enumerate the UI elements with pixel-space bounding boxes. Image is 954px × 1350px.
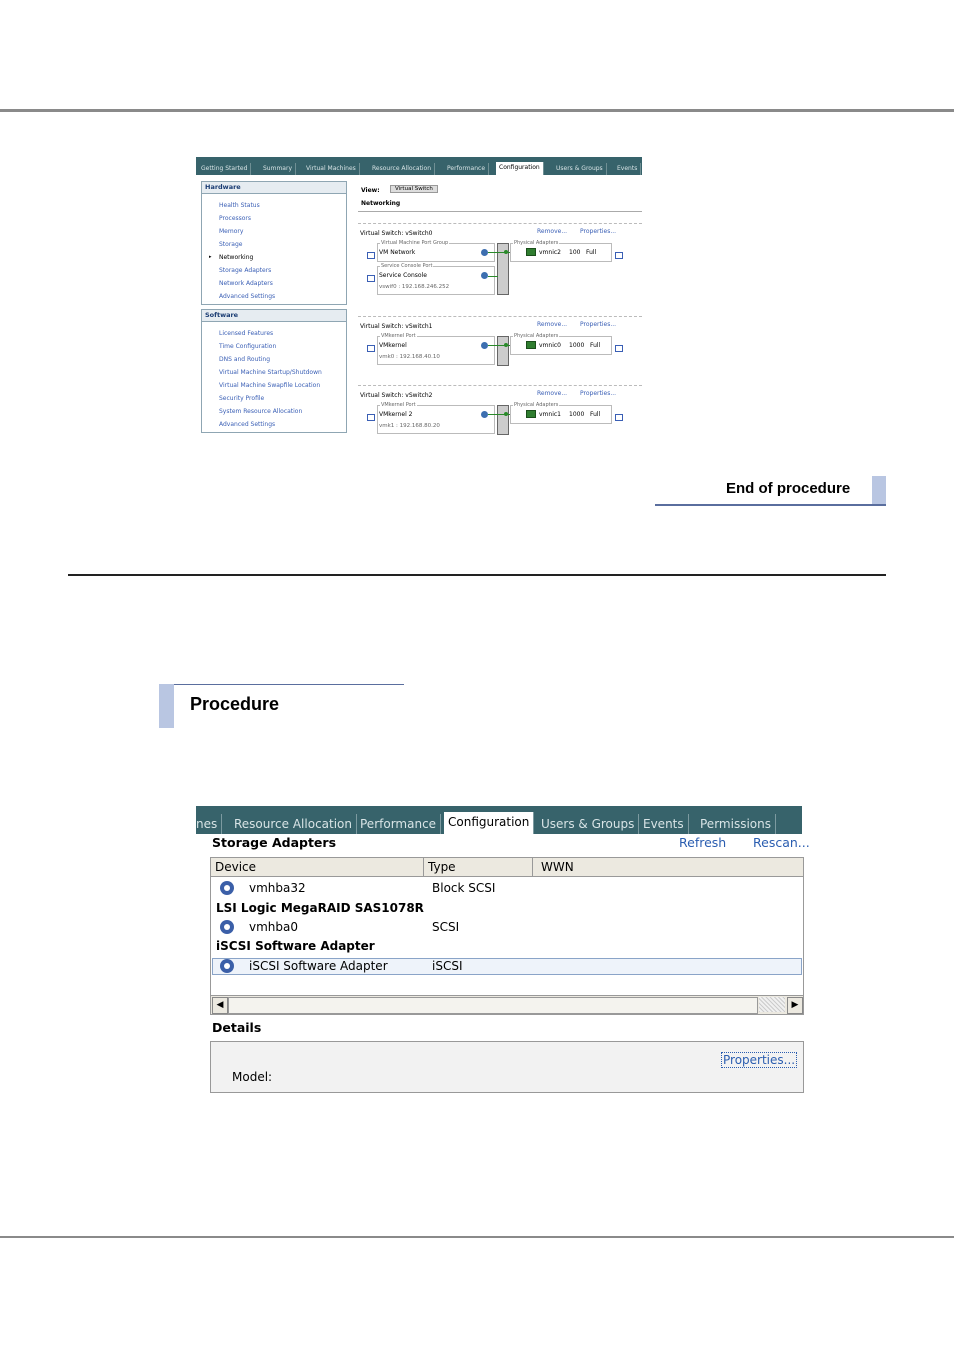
tab-users-groups[interactable]: Users & Groups (553, 163, 607, 175)
vswitch2-port0-group-label: VMkernel Port (381, 402, 416, 408)
link-line (488, 276, 498, 277)
row-type: iSCSI (432, 959, 463, 973)
vswitch0-duplex: Full (586, 249, 597, 256)
vswitch2-port0-sub: vmk1 : 192.168.80.20 (379, 423, 440, 429)
nic-icon (526, 341, 536, 349)
comment-icon[interactable] (367, 252, 375, 259)
comment-icon[interactable] (367, 275, 375, 282)
tab-performance[interactable]: Performance (356, 814, 441, 834)
tab-users-groups[interactable]: Users & Groups (537, 814, 639, 834)
comment-icon[interactable] (367, 414, 375, 421)
vswitch1 (358, 316, 642, 383)
scroll-left-icon[interactable]: ◀ (212, 997, 228, 1014)
tab-bar (196, 157, 642, 175)
vswitch2-duplex: Full (590, 411, 601, 418)
hardware-item-network-adapters[interactable]: Network Adapters (219, 280, 273, 287)
row-device[interactable]: vmhba32 (249, 881, 306, 895)
vswitch1-port0-name: VMkernel (379, 342, 407, 349)
vswitch2-speed: 1000 (569, 411, 585, 418)
comment-icon[interactable] (615, 414, 623, 421)
hba-icon (220, 959, 234, 973)
service-console-port (377, 266, 495, 295)
storage-adapters-screenshot (196, 806, 810, 1088)
vswitch0-remove-link[interactable]: Remove... (537, 228, 568, 235)
selected-bullet-icon: ▸ (209, 254, 212, 260)
tab-events[interactable]: Events (639, 814, 689, 834)
vswitch2-properties-link[interactable]: Properties... (580, 390, 617, 397)
vswitch0-port1-name: Service Console (379, 272, 427, 279)
software-item-dns-routing[interactable]: DNS and Routing (219, 356, 271, 363)
tab-configuration[interactable]: Configuration (496, 162, 544, 175)
port-icon (481, 411, 488, 418)
vswitch2-bar (497, 405, 509, 435)
hardware-item-health-status[interactable]: Health Status (219, 202, 260, 209)
tab-events[interactable]: Events (614, 163, 641, 175)
vswitch0-port0-group-label: Virtual Machine Port Group (381, 240, 449, 246)
title-rule (358, 211, 642, 212)
vswitch2-remove-link[interactable]: Remove... (537, 390, 568, 397)
column-type[interactable]: Type (424, 858, 533, 876)
scroll-thumb[interactable] (228, 997, 758, 1014)
vswitch2-port0-name: VMkernel 2 (379, 411, 413, 418)
tab-getting-started[interactable]: Getting Started (198, 163, 251, 175)
vswitch0-speed: 100 (569, 249, 581, 256)
details-panel (210, 1041, 804, 1093)
view-label: View: (361, 187, 380, 194)
details-title: Details (212, 1020, 262, 1035)
vswitch1-name: Virtual Switch: vSwitch1 (360, 323, 433, 330)
vswitch1-port0-group-label: VMkernel Port (381, 333, 416, 339)
section-rule (68, 574, 886, 576)
end-of-procedure-marker (872, 476, 886, 504)
comment-icon[interactable] (615, 252, 623, 259)
details-properties-link[interactable]: Properties... (723, 1053, 796, 1067)
tab-summary[interactable]: Summary (260, 163, 296, 175)
hardware-panel (201, 181, 347, 305)
vswitch0-port1-group-label: Service Console Port (381, 263, 433, 269)
nic-icon (526, 410, 536, 418)
port-icon (481, 272, 488, 279)
vmkernel2-port (377, 405, 495, 434)
vswitch2-nic: vmnic1 (539, 411, 561, 418)
procedure-rule (174, 684, 404, 685)
hardware-item-memory[interactable]: Memory (219, 228, 244, 235)
row-type: Block SCSI (432, 881, 496, 895)
physical-adapters-label: Physical Adapters (514, 333, 559, 339)
comment-icon[interactable] (367, 345, 375, 352)
procedure-marker (159, 684, 174, 728)
software-header: Software (202, 310, 346, 322)
port-icon (481, 249, 488, 256)
comment-icon[interactable] (615, 345, 623, 352)
vswitch0 (358, 223, 642, 314)
networking-title: Networking (361, 200, 401, 207)
software-item-vm-swapfile[interactable]: Virtual Machine Swapfile Location (219, 382, 321, 389)
port-icon (481, 342, 488, 349)
refresh-link[interactable]: Refresh (679, 835, 727, 850)
vswitch0-name: Virtual Switch: vSwitch0 (360, 230, 433, 237)
tab-virtual-machines[interactable]: Virtual Machines (303, 163, 360, 175)
vmkernel-port (377, 336, 495, 365)
scroll-right-icon[interactable]: ▶ (787, 997, 803, 1014)
physical-adapters-label: Physical Adapters (514, 402, 559, 408)
adapter-group-label: LSI Logic MegaRAID SAS1078R (216, 901, 424, 915)
link-dot (504, 412, 508, 416)
vswitch1-speed: 1000 (569, 342, 585, 349)
table-header (211, 858, 803, 877)
physical-adapters-label: Physical Adapters (514, 240, 559, 246)
view-virtual-switch-button[interactable]: Virtual Switch (390, 185, 438, 193)
hardware-header: Hardware (202, 182, 346, 194)
header-rule (0, 109, 954, 112)
switch-area (358, 179, 642, 447)
vswitch1-properties-link[interactable]: Properties... (580, 321, 617, 328)
vswitch2-name: Virtual Switch: vSwitch2 (360, 392, 433, 399)
tab-virtual-machines[interactable]: nes (192, 814, 222, 834)
vswitch1-remove-link[interactable]: Remove... (537, 321, 568, 328)
software-item-time-configuration[interactable]: Time Configuration (219, 343, 277, 350)
tab-resource-allocation[interactable]: Resource Allocation (230, 814, 357, 834)
link-dot (504, 343, 508, 347)
software-item-advanced-settings[interactable]: Advanced Settings (219, 421, 276, 428)
vswitch0-properties-link[interactable]: Properties... (580, 228, 617, 235)
networking-screenshot (196, 157, 642, 447)
vswitch1-bar (497, 336, 509, 366)
rescan-link[interactable]: Rescan... (753, 835, 810, 850)
vswitch1-nic: vmnic0 (539, 342, 561, 349)
tab-permissions[interactable]: Permissions (696, 814, 776, 834)
hba-icon (220, 881, 234, 895)
footer-rule (0, 1236, 954, 1238)
column-wwn[interactable]: WWN (541, 860, 574, 874)
procedure-heading: Procedure (190, 694, 280, 714)
adapter-group-label: iSCSI Software Adapter (216, 939, 375, 953)
software-panel (201, 309, 347, 433)
vswitch0-port0-name: VM Network (379, 249, 416, 256)
vswitch1-duplex: Full (590, 342, 601, 349)
software-item-vm-startup[interactable]: Virtual Machine Startup/Shutdown (219, 369, 322, 376)
tab-bar (196, 806, 802, 834)
vswitch1-port0-sub: vmk0 : 192.168.40.10 (379, 354, 440, 360)
hardware-item-storage[interactable]: Storage (219, 241, 243, 248)
row-device[interactable]: vmhba0 (249, 920, 299, 934)
tab-performance[interactable]: Performance (444, 163, 489, 175)
storage-adapters-title: Storage Adapters (212, 835, 337, 850)
row-device[interactable]: iSCSI Software Adapter (249, 959, 388, 973)
software-item-licensed-features[interactable]: Licensed Features (219, 330, 274, 337)
nic-icon (526, 248, 536, 256)
software-item-security-profile[interactable]: Security Profile (219, 395, 265, 402)
horizontal-scrollbar[interactable] (211, 995, 803, 1014)
hardware-item-storage-adapters[interactable]: Storage Adapters (219, 267, 272, 274)
end-of-procedure-rule (655, 504, 886, 506)
link-dot (504, 250, 508, 254)
hba-icon (220, 920, 234, 934)
vswitch0-port1-sub: vswif0 : 192.168.246.252 (379, 284, 450, 290)
hardware-item-processors[interactable]: Processors (219, 215, 252, 222)
scroll-track (759, 997, 785, 1012)
hardware-item-advanced-settings[interactable]: Advanced Settings (219, 293, 276, 300)
hardware-item-networking[interactable]: Networking (219, 254, 254, 261)
row-type: SCSI (432, 920, 460, 934)
details-model-label: Model: (232, 1070, 273, 1084)
vswitch0-nic: vmnic2 (539, 249, 561, 256)
tab-configuration[interactable]: Configuration (444, 812, 534, 834)
adapters-table (210, 857, 804, 1015)
software-item-system-resource[interactable]: System Resource Allocation (219, 408, 303, 415)
vswitch2 (358, 385, 642, 448)
tab-resource-allocation[interactable]: Resource Allocation (369, 163, 435, 175)
column-device[interactable]: Device (211, 858, 424, 876)
end-of-procedure: End of procedure (726, 480, 851, 497)
